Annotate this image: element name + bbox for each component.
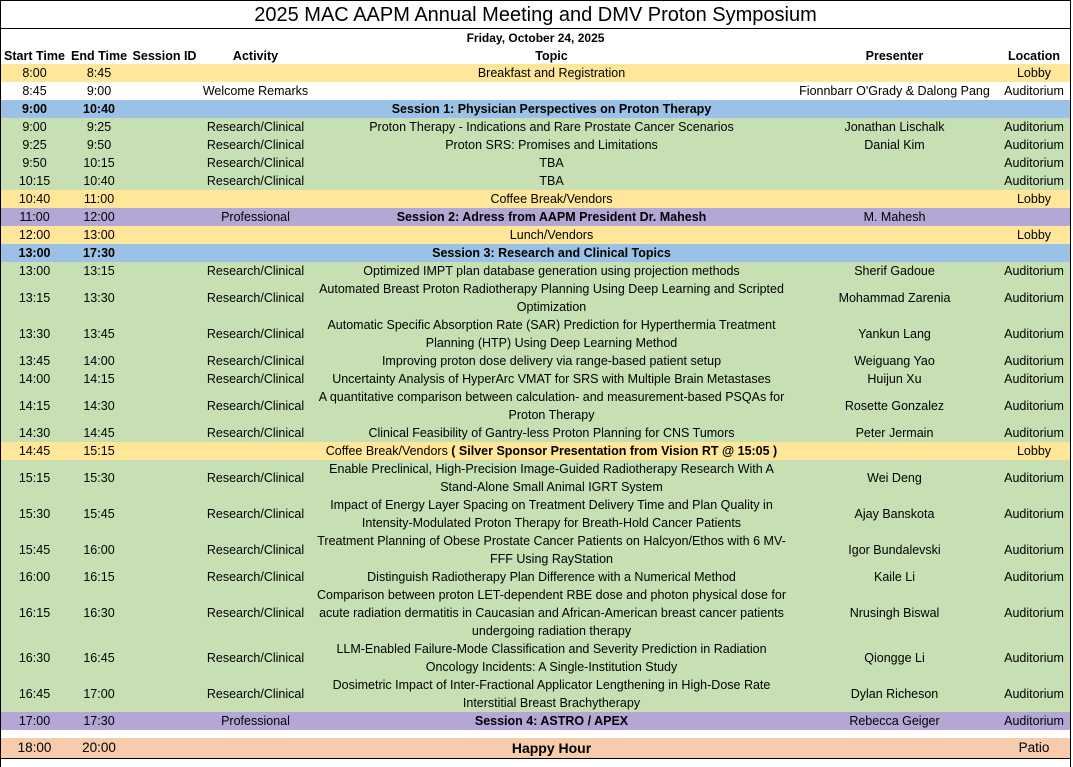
start-time-cell — [0, 730, 69, 738]
presenter-cell: Yankun Lang — [792, 316, 997, 352]
topic-cell — [311, 712, 792, 730]
start-time-cell: 18:00 — [0, 738, 69, 759]
topic-text: Dosimetric Impact of Inter-Fractional Applicator Lengthening in High-Dose Rate Interstitial Breast Brachytherapy — [332, 678, 771, 710]
location-cell: Auditorium — [997, 712, 1071, 730]
presenter-cell: Mohammad Zarenia — [792, 280, 997, 316]
activity-cell: Research/Clinical — [200, 280, 311, 316]
start-time-cell: 16:15 — [0, 586, 69, 640]
location-cell: Auditorium — [997, 424, 1071, 442]
schedule-row — [0, 640, 1071, 676]
presenter-cell — [792, 442, 997, 460]
schedule-title: 2025 MAC AAPM Annual Meeting and DMV Proton Symposium — [0, 0, 1071, 29]
schedule-row — [0, 568, 1071, 586]
start-time-cell: 14:45 — [0, 442, 69, 460]
schedule-row — [0, 730, 1071, 738]
topic-cell — [311, 280, 792, 316]
session-id-cell — [129, 100, 200, 118]
end-time-cell: 17:30 — [69, 712, 129, 730]
start-time-cell: 9:00 — [0, 100, 69, 118]
presenter-cell: Qiongge Li — [792, 640, 997, 676]
session-id-cell — [129, 388, 200, 424]
presenter-cell: Jonathan Lischalk — [792, 118, 997, 136]
presenter-cell: Fionnbarr O'Grady & Dalong Pang — [792, 82, 997, 100]
topic-cell — [311, 388, 792, 424]
location-cell: Auditorium — [997, 118, 1071, 136]
topic-cell — [311, 370, 792, 388]
topic-text: Session 4: ASTRO / APEX — [474, 714, 629, 728]
session-id-cell — [129, 352, 200, 370]
location-cell: Auditorium — [997, 496, 1071, 532]
start-time-cell: 10:40 — [0, 190, 69, 208]
session-id-cell — [129, 586, 200, 640]
location-cell: Auditorium — [997, 676, 1071, 712]
schedule-row — [0, 136, 1071, 154]
presenter-cell — [792, 244, 997, 262]
end-time-cell: 14:00 — [69, 352, 129, 370]
location-cell: Auditorium — [997, 388, 1071, 424]
activity-cell: Research/Clinical — [200, 586, 311, 640]
session-id-cell — [129, 676, 200, 712]
presenter-cell: Nrusingh Biswal — [792, 586, 997, 640]
location-cell — [997, 730, 1071, 738]
start-time-cell: 14:15 — [0, 388, 69, 424]
schedule-row — [0, 64, 1071, 82]
location-cell: Auditorium — [997, 262, 1071, 280]
topic-text: Lunch/Vendors — [509, 228, 594, 242]
schedule-row — [0, 316, 1071, 352]
activity-cell: Research/Clinical — [200, 496, 311, 532]
topic-cell — [311, 172, 792, 190]
start-time-cell: 15:30 — [0, 496, 69, 532]
topic-cell — [311, 496, 792, 532]
header-topic: Topic — [311, 47, 792, 64]
topic-text: Impact of Energy Layer Spacing on Treatment Delivery Time and Plan Quality in Intensity-Modulated Proton Therapy for Breath-Hold Cancer Patients — [330, 498, 773, 530]
session-id-cell — [129, 640, 200, 676]
session-id-cell — [129, 532, 200, 568]
start-time-cell: 17:00 — [0, 712, 69, 730]
location-cell: Auditorium — [997, 154, 1071, 172]
topic-text: Enable Preclinical, High-Precision Image-Guided Radiotherapy Research With A Stand-Alone Small Animal IGRT System — [329, 462, 774, 494]
location-cell: Lobby — [997, 226, 1071, 244]
topic-text: Automatic Specific Absorption Rate (SAR) Prediction for Hyperthermia Treatment Planning (HTP) Using Deep Learning Method — [327, 318, 776, 350]
activity-cell — [200, 738, 311, 759]
session-id-cell — [129, 730, 200, 738]
topic-cell — [311, 532, 792, 568]
location-cell — [997, 100, 1071, 118]
topic-cell — [311, 190, 792, 208]
session-id-cell — [129, 316, 200, 352]
topic-cell — [311, 730, 792, 738]
topic-cell — [311, 244, 792, 262]
activity-cell: Professional — [200, 712, 311, 730]
schedule-row — [0, 460, 1071, 496]
session-id-cell — [129, 442, 200, 460]
schedule-row — [0, 82, 1071, 100]
start-time-cell: 15:15 — [0, 460, 69, 496]
topic-cell — [311, 136, 792, 154]
session-id-cell — [129, 738, 200, 759]
schedule-row — [0, 496, 1071, 532]
end-time-cell: 14:45 — [69, 424, 129, 442]
topic-text: Coffee Break/Vendors — [325, 444, 448, 458]
location-cell — [997, 244, 1071, 262]
end-time-cell: 17:00 — [69, 676, 129, 712]
topic-cell — [311, 226, 792, 244]
topic-text: LLM-Enabled Failure-Mode Classification and Severity Prediction in Radiation Oncology Incidents: A Single-Institution Study — [336, 642, 767, 674]
topic-cell — [311, 154, 792, 172]
end-time-cell: 13:15 — [69, 262, 129, 280]
location-cell: Auditorium — [997, 532, 1071, 568]
schedule-row — [0, 244, 1071, 262]
topic-cell — [311, 676, 792, 712]
end-time-cell: 12:00 — [69, 208, 129, 226]
schedule-row — [0, 190, 1071, 208]
session-id-cell — [129, 568, 200, 586]
activity-cell — [200, 442, 311, 460]
presenter-cell: Danial Kim — [792, 136, 997, 154]
presenter-cell — [792, 190, 997, 208]
presenter-cell: Huijun Xu — [792, 370, 997, 388]
topic-cell — [311, 64, 792, 82]
topic-cell — [311, 100, 792, 118]
activity-cell — [200, 226, 311, 244]
topic-text: Comparison between proton LET-dependent RBE dose and photon physical dose for acute radiation dermatitis in Caucasian and African-American breast cancer patients undergoing radiation therapy — [316, 588, 787, 638]
start-time-cell: 16:45 — [0, 676, 69, 712]
end-time-cell: 8:45 — [69, 64, 129, 82]
schedule-row — [0, 262, 1071, 280]
activity-cell — [200, 64, 311, 82]
schedule-date: Friday, October 24, 2025 — [0, 29, 1071, 47]
topic-text: Session 2: Adress from AAPM President Dr. Mahesh — [396, 210, 707, 224]
schedule-row — [0, 100, 1071, 118]
activity-cell — [200, 190, 311, 208]
session-id-cell — [129, 370, 200, 388]
location-cell: Auditorium — [997, 586, 1071, 640]
topic-cell — [311, 586, 792, 640]
schedule-row — [0, 532, 1071, 568]
topic-cell — [311, 640, 792, 676]
presenter-cell — [792, 154, 997, 172]
end-time-cell: 17:30 — [69, 244, 129, 262]
activity-cell: Research/Clinical — [200, 370, 311, 388]
end-time-cell: 14:30 — [69, 388, 129, 424]
session-id-cell — [129, 712, 200, 730]
start-time-cell: 15:45 — [0, 532, 69, 568]
header-row — [0, 47, 1071, 64]
schedule-row — [0, 370, 1071, 388]
start-time-cell: 16:00 — [0, 568, 69, 586]
location-cell: Auditorium — [997, 568, 1071, 586]
topic-cell — [311, 262, 792, 280]
schedule-row — [0, 208, 1071, 226]
session-id-cell — [129, 82, 200, 100]
activity-cell — [200, 244, 311, 262]
schedule-row — [0, 118, 1071, 136]
schedule-row — [0, 738, 1071, 759]
start-time-cell: 13:30 — [0, 316, 69, 352]
location-cell: Auditorium — [997, 280, 1071, 316]
location-cell: Auditorium — [997, 136, 1071, 154]
start-time-cell: 12:00 — [0, 226, 69, 244]
location-cell: Auditorium — [997, 82, 1071, 100]
end-time-cell: 13:45 — [69, 316, 129, 352]
location-cell: Auditorium — [997, 370, 1071, 388]
activity-cell: Research/Clinical — [200, 640, 311, 676]
topic-cell — [311, 352, 792, 370]
start-time-cell: 8:00 — [0, 64, 69, 82]
topic-cell — [311, 118, 792, 136]
activity-cell: Research/Clinical — [200, 352, 311, 370]
location-cell: Auditorium — [997, 352, 1071, 370]
presenter-cell: Weiguang Yao — [792, 352, 997, 370]
session-id-cell — [129, 64, 200, 82]
topic-text: A quantitative comparison between calculation- and measurement-based PSQAs for Proton Therapy — [318, 390, 785, 422]
session-id-cell — [129, 424, 200, 442]
session-id-cell — [129, 496, 200, 532]
header-presenter: Presenter — [792, 47, 997, 64]
presenter-cell — [792, 172, 997, 190]
topic-text: Session 3: Research and Clinical Topics — [432, 246, 671, 260]
topic-text: Happy Hour — [511, 739, 592, 756]
location-cell: Auditorium — [997, 172, 1071, 190]
activity-cell — [200, 100, 311, 118]
topic-text: Breakfast and Registration — [477, 66, 626, 80]
topic-text: Improving proton dose delivery via range-based patient setup — [381, 354, 722, 368]
schedule-row — [0, 424, 1071, 442]
topic-cell — [311, 208, 792, 226]
end-time-cell: 15:30 — [69, 460, 129, 496]
start-time-cell: 13:00 — [0, 244, 69, 262]
location-cell: Lobby — [997, 442, 1071, 460]
session-id-cell — [129, 136, 200, 154]
header-session-id: Session ID — [129, 47, 200, 64]
activity-cell: Research/Clinical — [200, 316, 311, 352]
end-time-cell: 13:30 — [69, 280, 129, 316]
presenter-cell: Peter Jermain — [792, 424, 997, 442]
activity-cell: Research/Clinical — [200, 568, 311, 586]
presenter-cell — [792, 100, 997, 118]
start-time-cell: 14:30 — [0, 424, 69, 442]
end-time-cell: 9:25 — [69, 118, 129, 136]
start-time-cell: 13:00 — [0, 262, 69, 280]
session-id-cell — [129, 244, 200, 262]
topic-text: TBA — [539, 174, 564, 188]
start-time-cell: 8:45 — [0, 82, 69, 100]
activity-cell: Research/Clinical — [200, 676, 311, 712]
end-time-cell: 9:00 — [69, 82, 129, 100]
location-cell: Lobby — [997, 190, 1071, 208]
session-id-cell — [129, 208, 200, 226]
location-cell: Auditorium — [997, 460, 1071, 496]
end-time-cell: 10:40 — [69, 100, 129, 118]
session-id-cell — [129, 190, 200, 208]
topic-cell — [311, 460, 792, 496]
presenter-cell: Igor Bundalevski — [792, 532, 997, 568]
topic-cell — [311, 424, 792, 442]
activity-cell: Research/Clinical — [200, 154, 311, 172]
topic-text: Distinguish Radiotherapy Plan Difference with a Numerical Method — [367, 570, 736, 584]
topic-text: Session 1: Physician Perspectives on Proton Therapy — [391, 102, 712, 116]
presenter-cell: Rebecca Geiger — [792, 712, 997, 730]
end-time-cell: 16:30 — [69, 586, 129, 640]
topic-cell — [311, 316, 792, 352]
schedule-row — [0, 676, 1071, 712]
presenter-cell: Sherif Gadoue — [792, 262, 997, 280]
schedule-row — [0, 442, 1071, 460]
header-location: Location — [997, 47, 1071, 64]
start-time-cell: 9:50 — [0, 154, 69, 172]
end-time-cell: 13:00 — [69, 226, 129, 244]
schedule-table — [0, 47, 1071, 759]
presenter-cell — [792, 730, 997, 738]
location-cell: Lobby — [997, 64, 1071, 82]
session-id-cell — [129, 460, 200, 496]
start-time-cell: 16:30 — [0, 640, 69, 676]
schedule-row — [0, 280, 1071, 316]
topic-cell — [311, 442, 792, 460]
schedule-row — [0, 154, 1071, 172]
end-time-cell: 14:15 — [69, 370, 129, 388]
presenter-cell — [792, 226, 997, 244]
session-id-cell — [129, 262, 200, 280]
activity-cell: Research/Clinical — [200, 118, 311, 136]
activity-cell: Research/Clinical — [200, 172, 311, 190]
header-activity: Activity — [200, 47, 311, 64]
activity-cell: Research/Clinical — [200, 424, 311, 442]
end-time-cell: 9:50 — [69, 136, 129, 154]
start-time-cell: 13:15 — [0, 280, 69, 316]
location-cell — [997, 208, 1071, 226]
presenter-cell — [792, 64, 997, 82]
topic-text: Treatment Planning of Obese Prostate Cancer Patients on Halcyon/Ethos with 6 MV-FFF Using RayStation — [317, 534, 786, 566]
schedule-row — [0, 586, 1071, 640]
activity-cell: Research/Clinical — [200, 136, 311, 154]
session-id-cell — [129, 118, 200, 136]
start-time-cell: 14:00 — [0, 370, 69, 388]
start-time-cell: 11:00 — [0, 208, 69, 226]
session-id-cell — [129, 280, 200, 316]
activity-cell — [200, 730, 311, 738]
session-id-cell — [129, 226, 200, 244]
schedule-row — [0, 172, 1071, 190]
presenter-cell: Dylan Richeson — [792, 676, 997, 712]
end-time-cell: 16:00 — [69, 532, 129, 568]
topic-text: Optimized IMPT plan database generation using projection methods — [363, 264, 740, 278]
presenter-cell: M. Mahesh — [792, 208, 997, 226]
activity-cell: Research/Clinical — [200, 532, 311, 568]
end-time-cell — [69, 730, 129, 738]
end-time-cell: 11:00 — [69, 190, 129, 208]
schedule-row — [0, 352, 1071, 370]
sponsor-note: ( Silver Sponsor Presentation from Vision RT @ 15:05 ) — [447, 444, 778, 458]
activity-cell: Research/Clinical — [200, 262, 311, 280]
header-start-time: Start Time — [0, 47, 69, 64]
topic-cell — [311, 568, 792, 586]
presenter-cell: Wei Deng — [792, 460, 997, 496]
topic-text: TBA — [539, 156, 564, 170]
start-time-cell: 13:45 — [0, 352, 69, 370]
activity-cell: Research/Clinical — [200, 460, 311, 496]
session-id-cell — [129, 154, 200, 172]
end-time-cell: 15:45 — [69, 496, 129, 532]
session-id-cell — [129, 172, 200, 190]
end-time-cell: 10:15 — [69, 154, 129, 172]
schedule-row — [0, 388, 1071, 424]
end-time-cell: 16:45 — [69, 640, 129, 676]
header-end-time: End Time — [70, 48, 128, 63]
topic-cell — [311, 82, 792, 100]
topic-cell — [311, 738, 792, 759]
presenter-cell: Rosette Gonzalez — [792, 388, 997, 424]
start-time-cell: 9:25 — [0, 136, 69, 154]
start-time-cell: 10:15 — [0, 172, 69, 190]
location-cell: Auditorium — [997, 316, 1071, 352]
topic-text: Coffee Break/Vendors — [490, 192, 613, 206]
activity-cell: Research/Clinical — [200, 388, 311, 424]
end-time-cell: 20:00 — [69, 738, 129, 759]
end-time-cell: 16:15 — [69, 568, 129, 586]
presenter-cell: Ajay Banskota — [792, 496, 997, 532]
topic-text: Uncertainty Analysis of HyperArc VMAT for SRS with Multiple Brain Metastases — [332, 372, 771, 386]
location-cell: Auditorium — [997, 640, 1071, 676]
topic-text: Proton Therapy - Indications and Rare Prostate Cancer Scenarios — [369, 120, 734, 134]
schedule-row — [0, 712, 1071, 730]
activity-cell: Welcome Remarks — [200, 82, 311, 100]
presenter-cell: Kaile Li — [792, 568, 997, 586]
activity-cell: Professional — [200, 208, 311, 226]
presenter-cell — [792, 738, 997, 759]
topic-text: Automated Breast Proton Radiotherapy Planning Using Deep Learning and Scripted Optimization — [319, 282, 784, 314]
topic-text: Clinical Feasibility of Gantry-less Proton Planning for CNS Tumors — [368, 426, 735, 440]
end-time-cell: 10:40 — [69, 172, 129, 190]
start-time-cell: 9:00 — [0, 118, 69, 136]
schedule-row — [0, 226, 1071, 244]
end-time-cell: 15:15 — [69, 442, 129, 460]
location-cell: Patio — [997, 738, 1071, 759]
topic-text: Proton SRS: Promises and Limitations — [445, 138, 658, 152]
